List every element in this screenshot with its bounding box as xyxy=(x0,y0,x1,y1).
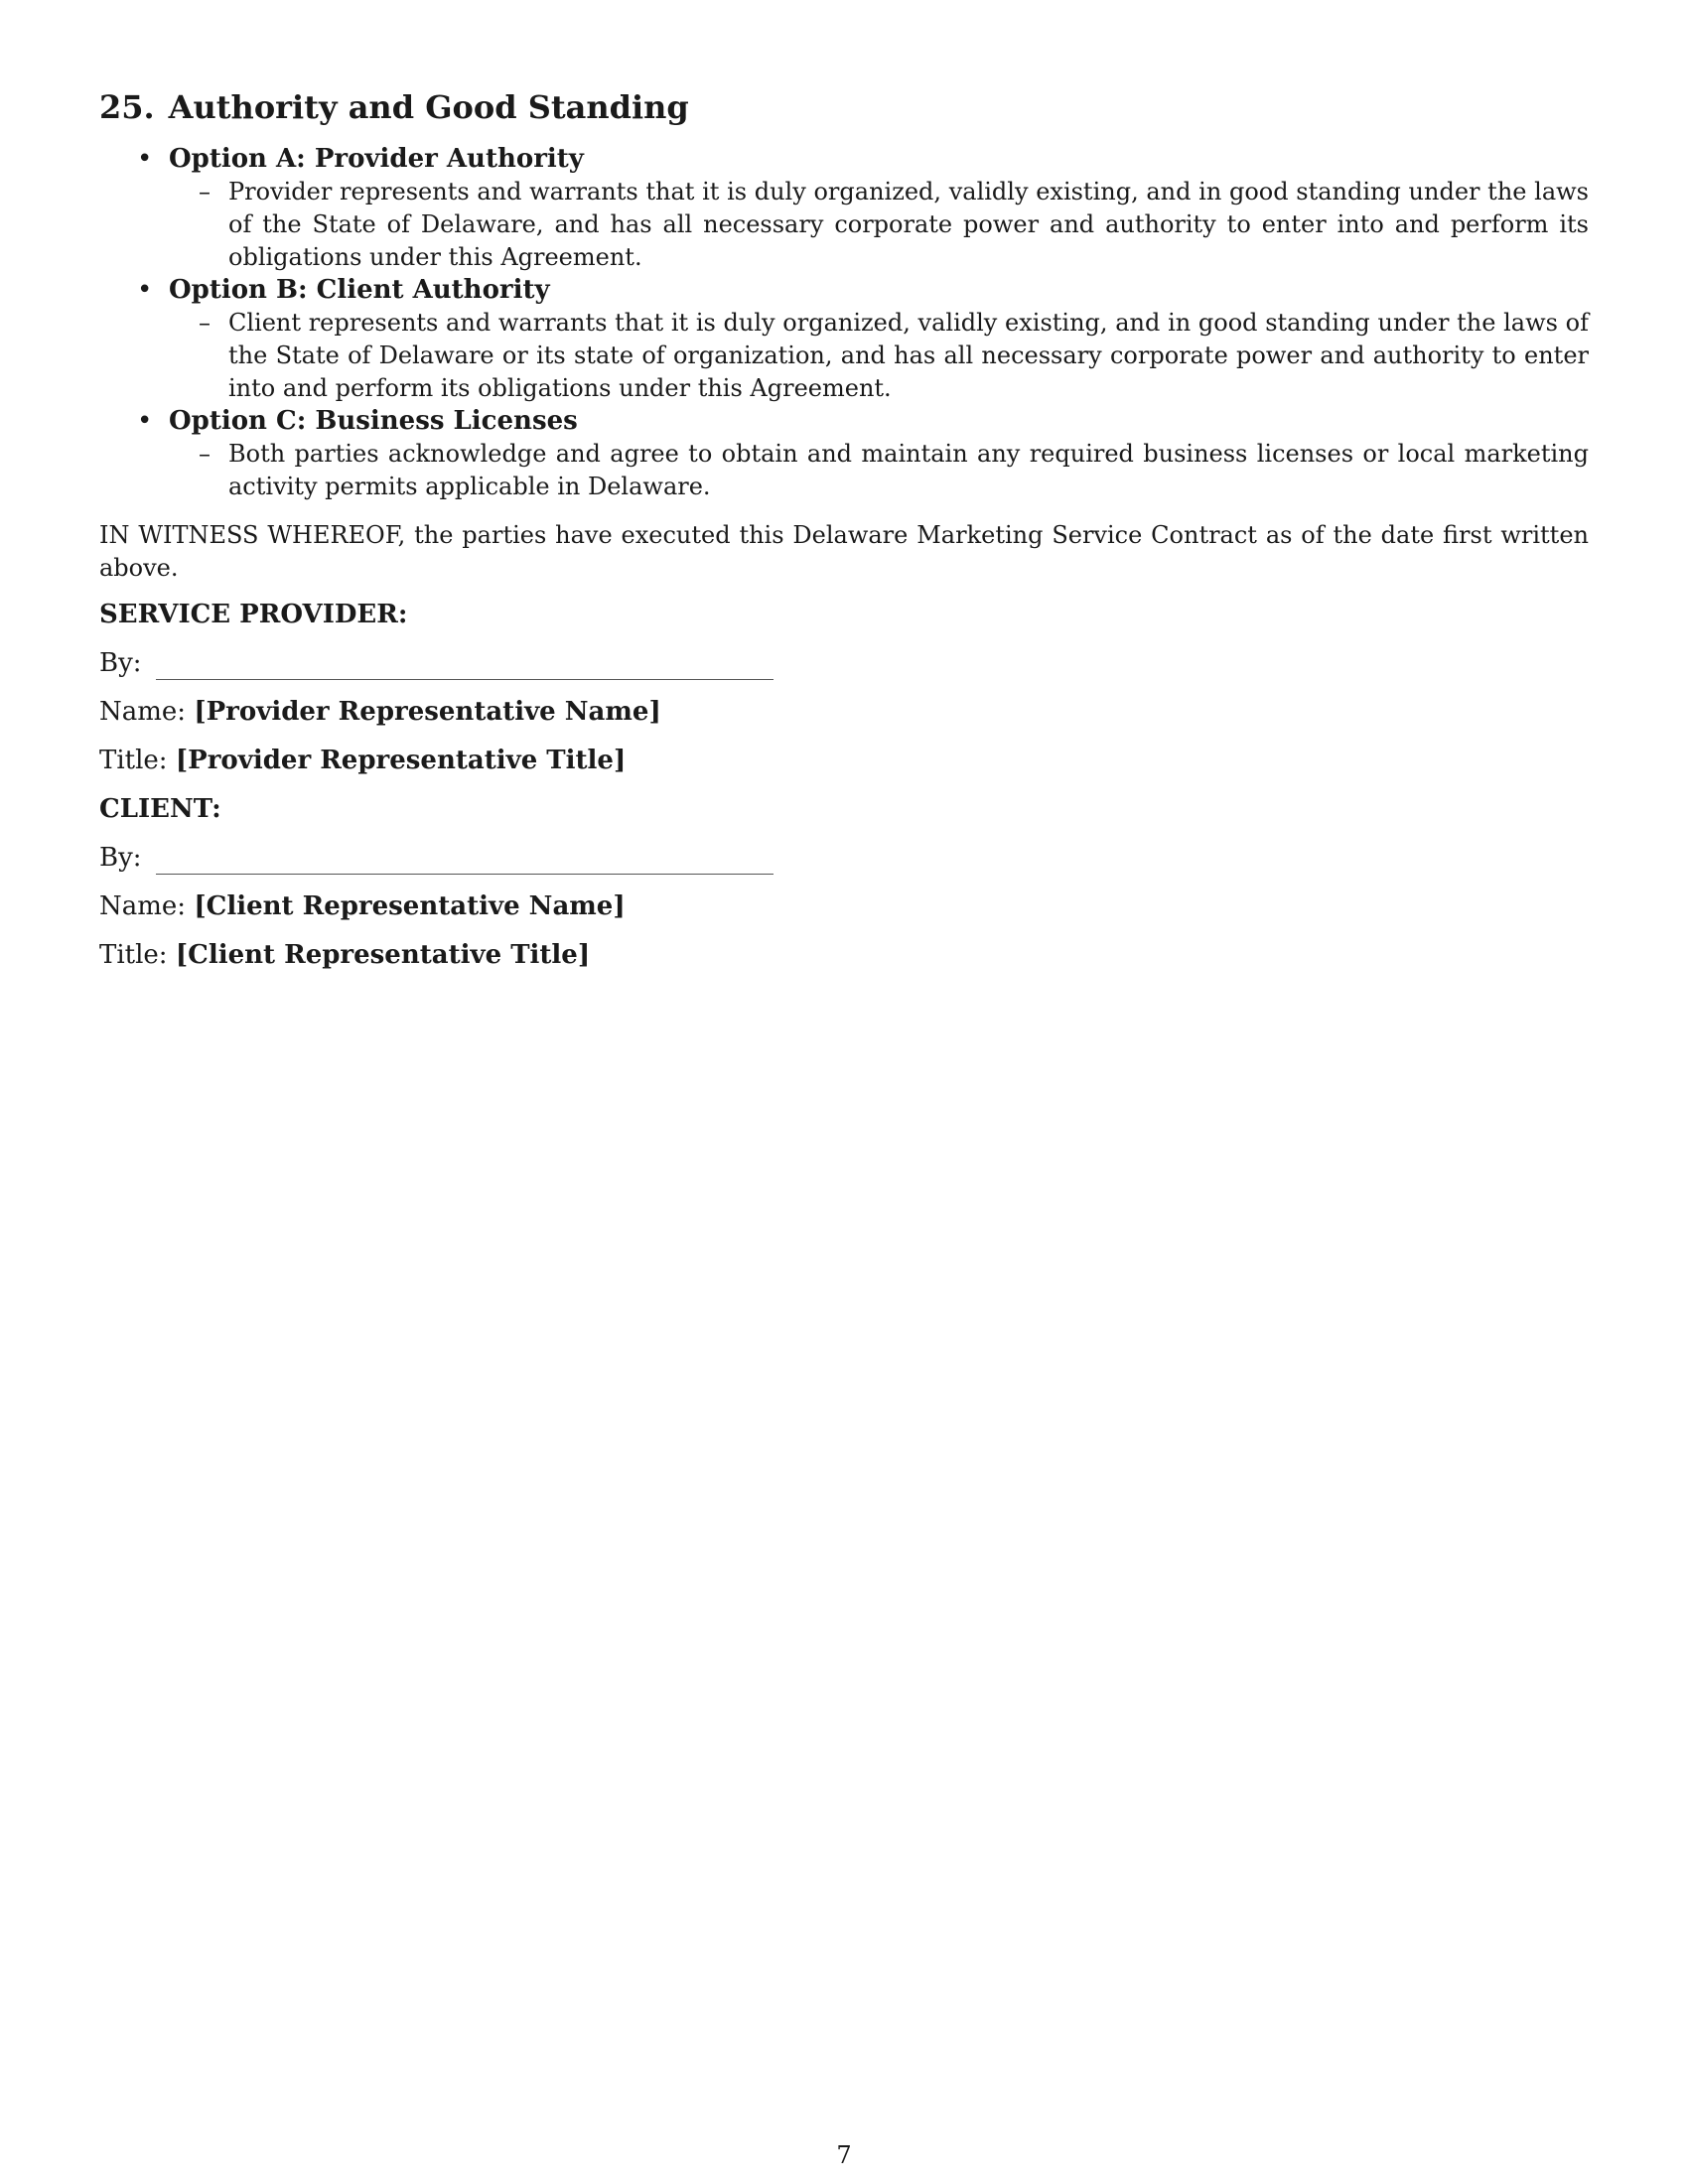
bullet-icon: • xyxy=(137,143,153,174)
client-name-line xyxy=(99,890,1589,923)
provider-by-line xyxy=(99,647,1589,680)
provider-title-value: [Provider Representative Title] xyxy=(175,745,627,775)
provider-name-value: [Provider Representative Name] xyxy=(194,696,661,727)
option-b-title: Option B: Client Authority xyxy=(169,274,550,305)
section-number: 25. xyxy=(99,88,155,126)
option-c-item xyxy=(169,438,1589,503)
client-by-label: By: xyxy=(99,842,142,873)
provider-name-line xyxy=(99,696,1589,729)
client-name-value: [Client Representative Name] xyxy=(194,890,626,921)
document-page xyxy=(99,87,1589,988)
provider-title-label: Title: xyxy=(99,745,168,775)
page-number: 7 xyxy=(836,2141,852,2169)
option-b xyxy=(99,274,1589,405)
bullet-icon: • xyxy=(137,405,153,436)
client-signature-block xyxy=(99,793,1589,972)
client-title-value: [Client Representative Title] xyxy=(175,939,591,970)
client-label: CLIENT: xyxy=(99,793,221,824)
option-c-text: Both parties acknowledge and agree to obtain and maintain any required business licenses or local marketing activity permits applicable in Delaware. xyxy=(228,439,1589,500)
provider-label: SERVICE PROVIDER: xyxy=(99,599,408,629)
option-a xyxy=(99,143,1589,274)
witness-paragraph: IN WITNESS WHEREOF, the parties have executed this Delaware Marketing Service Contract as of the date first written above. xyxy=(99,520,1589,582)
dash-icon: – xyxy=(199,177,211,205)
provider-name-label: Name: xyxy=(99,696,187,727)
dash-icon: – xyxy=(199,308,211,337)
option-a-item xyxy=(169,176,1589,274)
bullet-icon: • xyxy=(137,274,153,305)
section-title: Authority and Good Standing xyxy=(168,88,689,126)
client-by-line xyxy=(99,842,1589,875)
provider-by-label: By: xyxy=(99,647,142,678)
client-name-label: Name: xyxy=(99,890,187,921)
option-a-title: Option A: Provider Authority xyxy=(169,143,584,174)
option-b-text: Client represents and warrants that it is duly organized, validly existing, and in good standing under the laws of the State of Delaware or its state of organization, and has all necessary corporate power and authority to enter into and perform its obligations under this Agreement. xyxy=(228,308,1589,402)
option-a-text: Provider represents and warrants that it is duly organized, validly existing, and in good standing under the laws of the State of Delaware, and has all necessary corporate power and authority to enter into and perform its obligations under this Agreement. xyxy=(228,177,1589,271)
client-title-label: Title: xyxy=(99,939,168,970)
provider-signature-field[interactable] xyxy=(156,653,774,680)
dash-icon: – xyxy=(199,439,211,468)
provider-title-line xyxy=(99,745,1589,777)
section-heading xyxy=(99,87,1589,129)
option-c xyxy=(99,405,1589,503)
options-list xyxy=(99,143,1589,503)
option-c-title: Option C: Business Licenses xyxy=(169,405,578,436)
client-signature-field[interactable] xyxy=(156,848,774,875)
provider-signature-block xyxy=(99,599,1589,777)
option-b-item xyxy=(169,307,1589,405)
client-title-line xyxy=(99,939,1589,972)
